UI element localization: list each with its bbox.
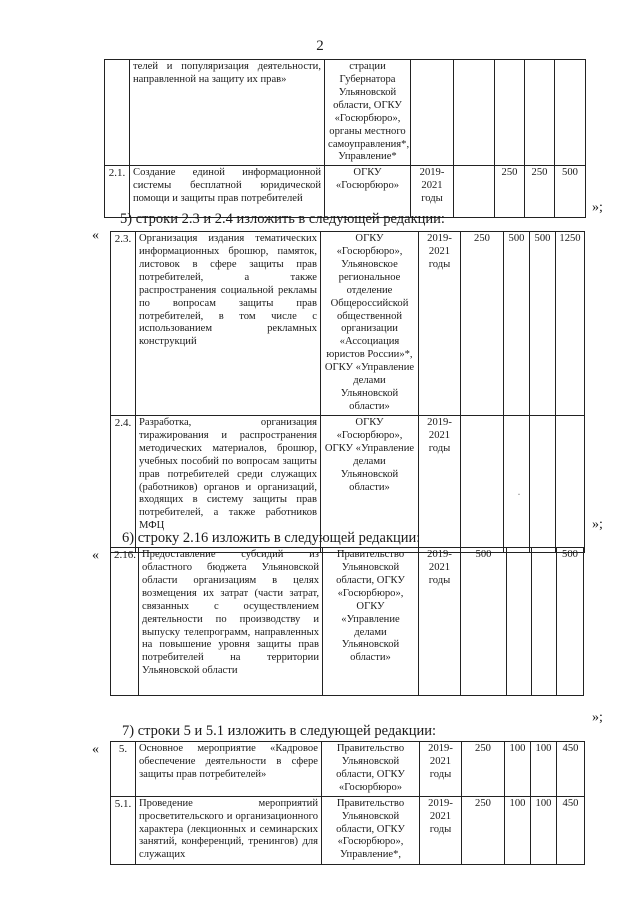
closing-quote: »; <box>592 517 603 532</box>
row-number: 5. <box>111 742 136 797</box>
row-executor: ОГКУ «Госюрбюро», Ульяновское региональное отделение Общероссийской общественной организации «Ассоциация юристов России»*, ОГКУ «Управление делами Ульяновской области» <box>321 232 419 416</box>
closing-quote: »; <box>592 710 603 725</box>
table-row: 2.3. Организация издания тематических информационных брошюр, памяток, листовок в сфере защиты прав потребителей, а также распространения социальной рекламы по вопросам защиты прав потребителей, в том числе с использованием рекламных конструкций ОГКУ «Госюрбюро», Ульяновское региональное отделение Общероссийской общественной организации «Ассоциация юристов России»*, ОГКУ «Управление делами Ульяновской области» 2019-2021 годы 250 500 500 1250 <box>111 232 585 416</box>
row-text: Разработка, организация тиражирования и распространения методических материалов, брошюр, учебных пособий по вопросам защиты прав потребителей среди служащих (работников) органов и организаций, входящих в систему защиты прав потребителей, а также работников МФЦ <box>136 415 321 552</box>
table-row <box>105 60 586 166</box>
table-section-3 <box>110 547 584 696</box>
table-section-2 <box>110 231 585 553</box>
row-number: 2.4. <box>111 415 136 552</box>
opening-quote: « <box>92 228 99 243</box>
table-row: 5. Основное мероприятие «Кадровое обеспечение деятельности в сфере защиты прав потребителей» Правительство Ульяновской области, ОГКУ «Госюрбюро» 2019-2021 годы 250 100 100 450 <box>111 742 585 797</box>
row-years: 2019-2021 годы <box>419 548 461 696</box>
table-row: 5.1. Проведение мероприятий просветительского и организационного характера (лекционных и семинарских занятий, конференций, тренингов) для служащих Правительство Ульяновской области, ОГКУ «Госюрбюро», Управление*, 2019-2021 годы 250 100 100 450 <box>111 796 585 864</box>
row-years: 2019-2021 годы <box>411 166 454 218</box>
row-executor: Правительство Ульяновской области, ОГКУ «Госюрбюро», ОГКУ «Управление делами Ульяновской области» <box>323 548 419 696</box>
opening-quote: « <box>92 742 99 757</box>
row-text: Организация издания тематических информационных брошюр, памяток, листовок в сфере защиты прав потребителей, а также распространения социальной рекламы по вопросам защиты прав потребителей, в том числе с использованием рекламных конструкций <box>136 232 321 416</box>
row-number: 2.1. <box>105 166 130 218</box>
row-executor: Правительство Ульяновской области, ОГКУ «Госюрбюро» <box>322 742 420 797</box>
row-text: Проведение мероприятий просветительского и организационного характера (лекционных и семинарских занятий, конференций, тренингов) для служащих <box>136 796 322 864</box>
opening-quote: « <box>92 548 99 563</box>
row-text: Создание единой информационной системы бесплатной юридической помощи и защиты прав потребителей <box>130 166 325 218</box>
page-number: 2 <box>316 38 324 54</box>
scan-speck: · <box>517 487 521 501</box>
table-row: 2.16. Предоставление субсидий из областного бюджета Ульяновской области организациям в целях возмещения их затрат (части затрат, связанных с осуществлением деятельности по производству и выпуску телепрограмм, направленных на повышение уровня защиты прав потребителей на территории Ульяновской области Правительство Ульяновской области, ОГКУ «Госюрбюро», ОГКУ «Управление делами Ульяновской области» 2019-2021 годы 500 500 <box>111 548 584 696</box>
row-executor: страции Губернатора Ульяновской области, ОГКУ «Госюрбюро», органы местного самоуправления*, Управление* <box>325 60 411 166</box>
heading-7: 7) строки 5 и 5.1 изложить в следующей редакции: <box>122 723 437 739</box>
row-executor: ОГКУ «Госюрбюро» <box>325 166 411 218</box>
row-executor: Правительство Ульяновской области, ОГКУ «Госюрбюро», Управление*, <box>322 796 420 864</box>
row-text: Предоставление субсидий из областного бюджета Ульяновской области организациям в целях возмещения их затрат (части затрат, связанных с осуществлением деятельности по производству и выпуску телепрограмм, направленных на повышение уровня защиты прав потребителей на территории Ульяновской области <box>139 548 323 696</box>
row-years: 2019-2021 годы <box>419 415 461 552</box>
row-years: 2019-2021 годы <box>420 796 462 864</box>
table-row: 2.1. Создание единой информационной системы бесплатной юридической помощи и защиты прав потребителей ОГКУ «Госюрбюро» 2019-2021 годы 250 250 500 <box>105 166 586 218</box>
row-executor: ОГКУ «Госюрбюро», ОГКУ «Управление делами Ульяновской области» <box>321 415 419 552</box>
heading-5: 5) строки 2.3 и 2.4 изложить в следующей редакции: <box>120 211 445 227</box>
row-number: 2.3. <box>111 232 136 416</box>
row-number: 2.16. <box>111 548 139 696</box>
row-years: 2019-2021 годы <box>420 742 462 797</box>
closing-quote: »; <box>592 200 603 215</box>
table-section-1 <box>104 59 586 218</box>
heading-6: 6) строку 2.16 изложить в следующей редакции: <box>122 530 421 546</box>
table-section-4 <box>110 741 585 865</box>
row-number: 5.1. <box>111 796 136 864</box>
row-text: телей и популяризация деятельности, направленной на защиту их прав» <box>130 60 325 166</box>
row-years: 2019-2021 годы <box>419 232 461 416</box>
row-text: Основное мероприятие «Кадровое обеспечение деятельности в сфере защиты прав потребителей» <box>136 742 322 797</box>
